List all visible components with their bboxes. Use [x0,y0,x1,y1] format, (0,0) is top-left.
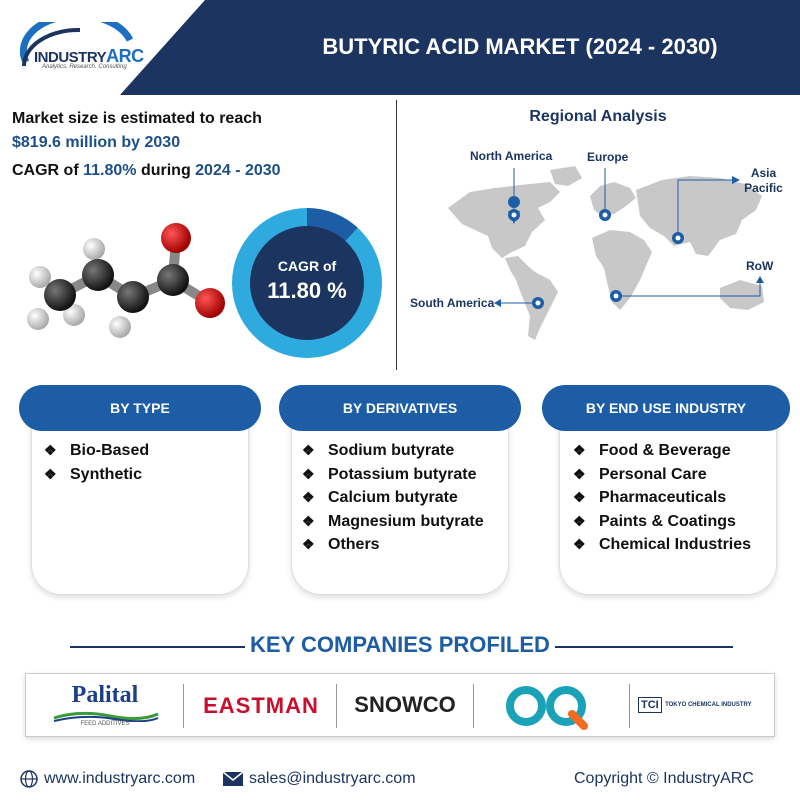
diamond-bullet-icon: ❖ [302,442,315,458]
list-item: ❖ Personal Care [573,463,751,487]
diamond-bullet-icon: ❖ [44,465,57,482]
diamond-bullet-icon: ❖ [302,512,315,529]
list-item: ❖ Bio-Based [44,439,149,463]
email-text: sales@industryarc.com [249,770,416,787]
industryarc-logo [20,22,144,77]
type-list [44,439,149,486]
eastman-logo: EASTMAN [203,693,319,718]
list-item: ❖ Sodium butyrate [302,439,484,463]
market-size-line2: $819.6 million by 2030 [12,134,181,151]
diamond-bullet-icon: ❖ [302,465,315,482]
list-item: ❖ Potassium butyrate [302,463,484,487]
diamond-bullet-icon: ❖ [302,489,315,505]
page-title: BUTYRIC ACID MARKET (2024 - 2030) [322,34,718,59]
region-north-america: North America [470,149,553,163]
diamond-bullet-icon: ❖ [44,442,57,458]
list-item: ❖ Synthetic [44,463,149,487]
company-logos-strip [25,673,775,737]
list-item: ❖ Magnesium butyrate [302,510,484,534]
diamond-bullet-icon: ❖ [573,489,586,505]
oq-logo [504,682,590,730]
by-derivatives-header: BY DERIVATIVES [279,385,521,431]
logo-tagline: Analytics. Research. Consulting [42,64,127,70]
diamond-bullet-icon: ❖ [573,442,586,458]
email-link[interactable] [222,770,416,788]
envelope-icon [222,771,244,787]
list-item: ❖ Paints & Coatings [573,510,751,534]
list-item: ❖ Calcium butyrate [302,486,484,510]
list-item: ❖ Pharmaceuticals [573,486,751,510]
by-type-header: BY TYPE [19,385,261,431]
regional-title: Regional Analysis [529,108,667,125]
region-asia-pacific: Asia Pacific [744,166,783,195]
world-map [400,140,800,350]
region-europe: Europe [587,150,629,164]
cagr-statement: CAGR of 11.80% during 2024 - 2030 [12,162,281,179]
region-south-america: South America [410,296,495,310]
logo-brand: INDUSTRYARC [34,46,144,66]
diamond-bullet-icon: ❖ [302,536,315,552]
key-companies-title: KEY COMPANIES PROFILED [250,632,550,657]
list-item: ❖ Food & Beverage [573,439,751,463]
region-row: RoW [746,259,774,273]
molecule-image [18,215,243,345]
market-size-line1: Market size is estimated to reach [12,110,262,127]
website-link[interactable] [20,770,195,788]
by-end-use-header: BY END USE INDUSTRY [542,385,790,431]
end-use-list [573,439,751,557]
vertical-divider [396,100,397,370]
diamond-bullet-icon: ❖ [573,536,586,552]
list-item: ❖ Others [302,533,484,557]
diamond-bullet-icon: ❖ [573,512,586,529]
snowco-logo: SNOWCO [354,692,456,717]
header-banner [0,0,800,95]
derivatives-list [302,439,484,557]
donut-label [232,258,382,304]
donut-value: 11.80 % [267,278,347,303]
diamond-bullet-icon: ❖ [573,465,586,482]
donut-label-text: CAGR of [277,258,337,274]
globe-icon [20,770,38,788]
tci-logo: TCI TOKYO CHEMICAL INDUSTRY [638,697,768,711]
copyright: Copyright © IndustryARC [574,770,754,787]
list-item: ❖ Chemical Industries [573,533,751,557]
website-text: www.industryarc.com [44,770,196,787]
palital-logo: Palital FEED ADDITIVES [50,682,160,730]
